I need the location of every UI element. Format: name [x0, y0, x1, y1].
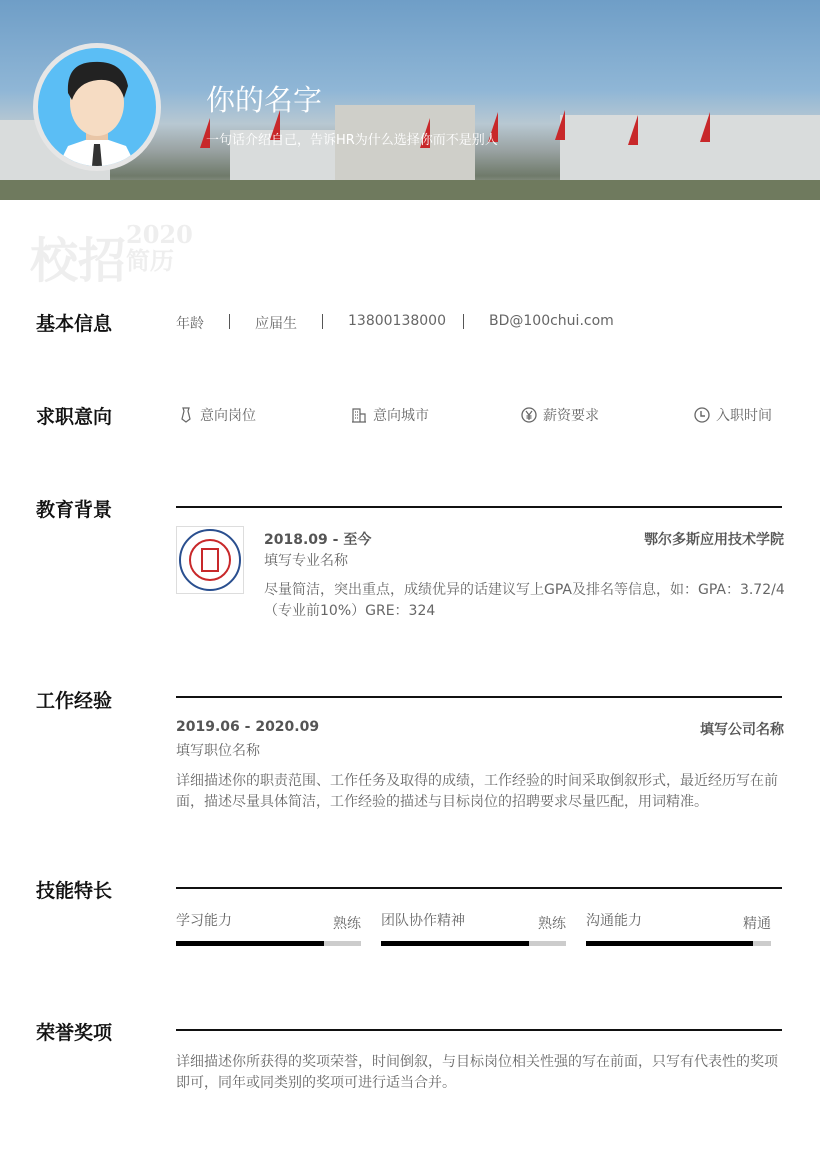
skill-name: 学习能力 [176, 913, 232, 929]
skill-bar-fill [176, 941, 324, 946]
status: 应届生 [255, 316, 297, 332]
skill-bar-fill [586, 941, 753, 946]
skill-bar [586, 941, 771, 946]
section-divider [176, 696, 782, 698]
intent-start-time [694, 405, 772, 425]
clock-icon [694, 407, 710, 423]
skill-name: 团队协作精神 [381, 913, 465, 929]
section-title-education: 教育背景 [36, 499, 113, 521]
section-title-honors: 荣誉奖项 [36, 1022, 113, 1044]
intent-salary [521, 405, 599, 425]
honors-desc: 详细描述你所获得的奖项荣誉，时间倒叙，与目标岗位相关性强的写在前面，只写有代表性的奖项即可，同年或同类别的奖项可进行适当合并。 [176, 1054, 778, 1091]
skill-bar [381, 941, 566, 946]
skill-name: 沟通能力 [586, 913, 642, 929]
person-icon [38, 48, 156, 166]
intent-label: 意向城市 [373, 408, 429, 424]
section-title-skills: 技能特长 [36, 880, 113, 902]
skill-bar [176, 941, 361, 946]
school-logo [176, 526, 244, 594]
education-desc: 尽量简洁，突出重点，成绩优异的话建议写上GPA及排名等信息，如：GPA：3.72/4（专业前10%）GRE：324 [264, 582, 785, 619]
watermark-small: 简历 [126, 246, 175, 275]
intent-label: 薪资要求 [543, 408, 599, 424]
candidate-motto: 一句话介绍自己，告诉HR为什么选择你而不是别人 [206, 133, 498, 148]
section-divider [176, 887, 782, 889]
candidate-name: 你的名字 [206, 83, 323, 117]
tie-icon [178, 407, 194, 423]
building-icon [351, 407, 367, 423]
intent-label: 意向岗位 [200, 408, 256, 424]
watermark [30, 222, 193, 291]
job-title: 填写职位名称 [176, 743, 260, 759]
avatar [33, 43, 161, 171]
education-period: 2018.09 - 至今 [264, 532, 372, 548]
intent-city [351, 405, 429, 425]
major: 填写专业名称 [264, 553, 348, 569]
intent-position [178, 405, 256, 425]
work-period: 2019.06 - 2020.09 [176, 719, 320, 735]
yen-icon [521, 407, 537, 423]
section-divider [176, 506, 782, 508]
school-name: 鄂尔多斯应用技术学院 [644, 532, 784, 548]
divider [322, 314, 323, 329]
section-title-intent: 求职意向 [36, 406, 113, 428]
section-title-basic: 基本信息 [36, 313, 113, 335]
skill-level: 熟练 [333, 916, 361, 932]
watermark-big: 校招 [30, 233, 127, 289]
divider [463, 314, 464, 329]
skill-level: 精通 [743, 916, 771, 932]
phone: 13800138000 [348, 313, 446, 329]
work-desc: 详细描述你的职责范围、工作任务及取得的成绩，工作经验的时间采取倒叙形式，最近经历写在前面，描述尽量具体简洁，工作经验的描述与目标岗位的招聘要求尽量匹配，用词精准。 [176, 773, 778, 810]
email: BD@100chui.com [489, 313, 614, 329]
section-title-work: 工作经验 [36, 690, 113, 712]
divider [229, 314, 230, 329]
skill-bar-fill [381, 941, 529, 946]
skill-level: 熟练 [538, 916, 566, 932]
company-name: 填写公司名称 [700, 722, 784, 738]
age: 年龄 [176, 316, 204, 332]
section-divider [176, 1029, 782, 1031]
watermark-year: 2020 [126, 220, 193, 249]
intent-label: 入职时间 [716, 408, 772, 424]
